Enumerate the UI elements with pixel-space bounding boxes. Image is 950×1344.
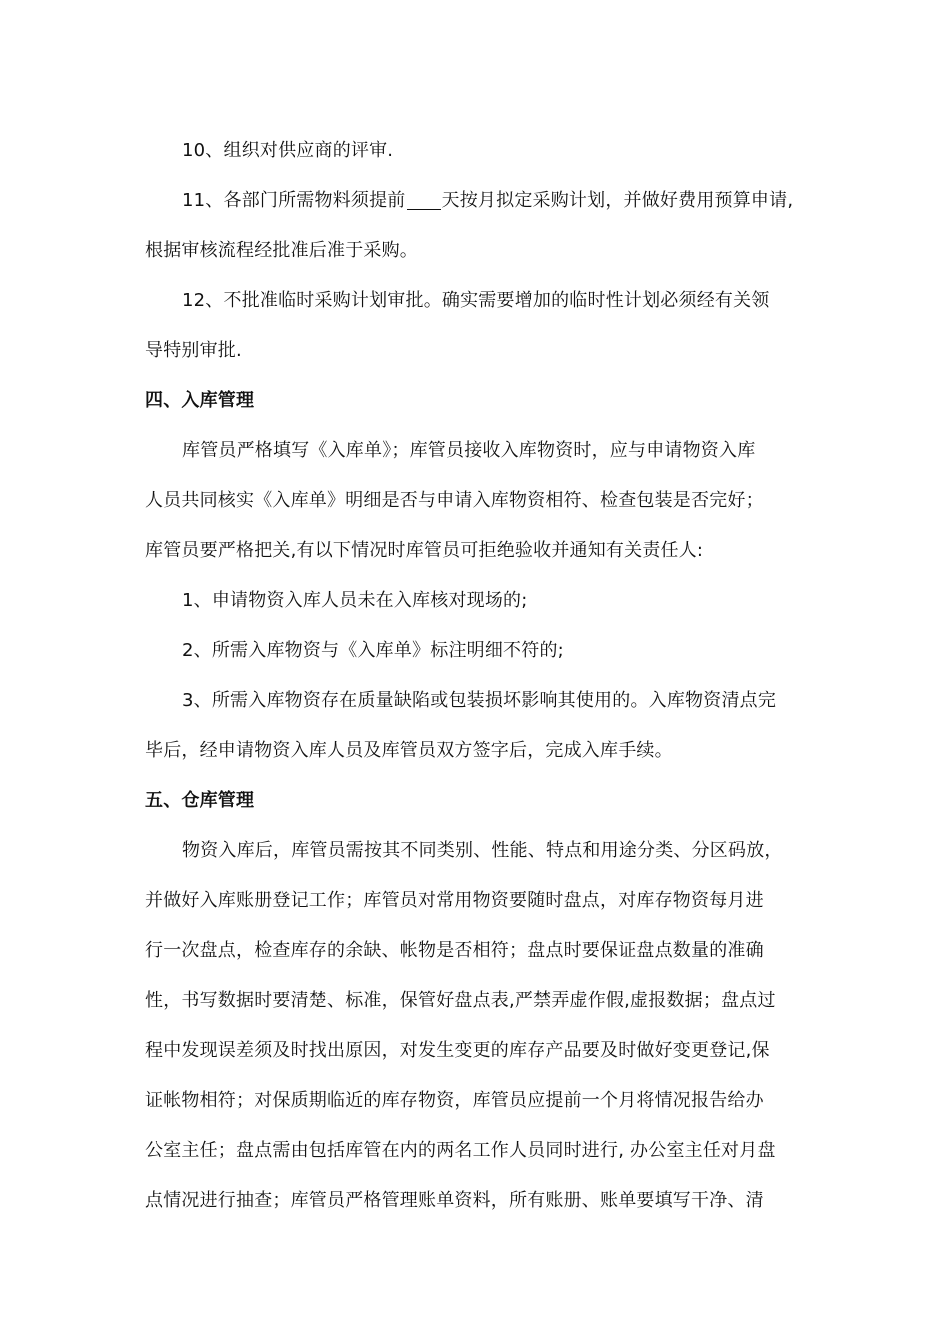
paragraph-line: 行一次盘点，检查库存的余缺、帐物是否相符；盘点时要保证盘点数量的准确 (145, 940, 764, 961)
list-item: 3、所需入库物资存在质量缺陷或包装损坏影响其使用的。入库物资清点完 (182, 690, 777, 711)
paragraph-line: 公室主任；盘点需由包括库管在内的两名工作人员同时进行, 办公室主任对月盘 (145, 1140, 776, 1161)
paragraph-line: 性，书写数据时要清楚、标准，保管好盘点表,严禁弄虚作假,虚报数据；盘点过 (145, 990, 776, 1011)
paragraph-line: 人员共同核实《入库单》明细是否与申请入库物资相符、检查包装是否完好； (145, 490, 764, 511)
list-item-11-end: 天按月拟定采购计划，并做好费用预算申请, (441, 190, 794, 211)
list-item: 2、所需入库物资与《入库单》标注明细不符的; (182, 640, 564, 661)
paragraph-line: 库管员要严格把关,有以下情况时库管员可拒绝验收并通知有关责任人: (145, 540, 704, 561)
list-item-11-start: 11、各部门所需物料须提前 (182, 190, 406, 211)
paragraph-line: 证帐物相符；对保质期临近的库存物资，库管员应提前一个月将情况报告给办 (145, 1090, 764, 1111)
paragraph-line: 点情况进行抽查；库管员严格管理账单资料，所有账册、账单要填写干净、清 (145, 1190, 764, 1211)
paragraph-line: 库管员严格填写《入库单》；库管员接收入库物资时，应与申请物资入库 (182, 440, 756, 461)
section-heading-inbound: 四、入库管理 (145, 390, 255, 411)
list-item-11 (182, 188, 810, 214)
paragraph-line: 毕后，经申请物资入库人员及库管员双方签字后，完成入库手续。 (145, 740, 673, 761)
paragraph-line: 程中发现误差须及时找出原因，对发生变更的库存产品要及时做好变更登记,保 (145, 1040, 770, 1061)
paragraph-line: 物资入库后，库管员需按其不同类别、性能、特点和用途分类、分区码放， (182, 840, 783, 861)
fill-in-blank (407, 191, 441, 210)
list-item-10: 10、组织对供应商的评审. (182, 140, 394, 161)
paragraph-line: 并做好入库账册登记工作；库管员对常用物资要随时盘点，对库存物资每月进 (145, 890, 764, 911)
list-item: 1、申请物资入库人员未在入库核对现场的; (182, 590, 528, 611)
list-item-12: 12、不批准临时采购计划审批。确实需要增加的临时性计划必须经有关领 (182, 290, 770, 311)
list-item-11-continued: 根据审核流程经批准后准于采购。 (145, 240, 418, 261)
section-heading-warehouse: 五、仓库管理 (145, 790, 255, 811)
list-item-12-continued: 导特别审批. (145, 340, 242, 361)
